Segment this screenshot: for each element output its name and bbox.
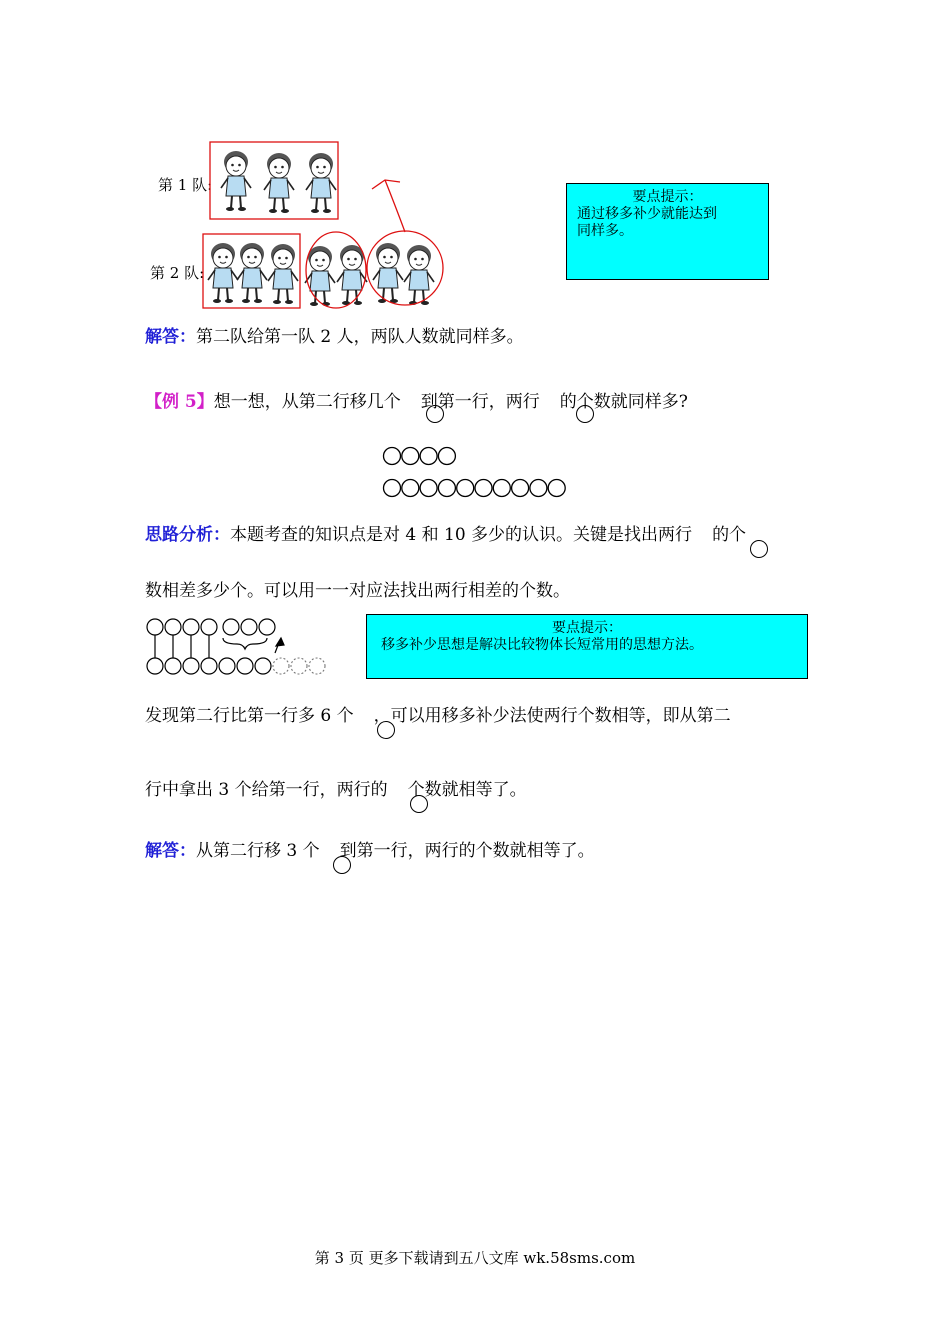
circle-row-1-item [384,448,401,465]
inline-circle-icon [333,856,351,874]
example-5-label: 【例 5】 [145,392,214,412]
circle-row-2-item [457,480,474,497]
circle-row-2-item [548,480,565,497]
tip-title-2: 要点提示： [552,620,622,636]
circle-row-2-item [402,480,419,497]
answer-1-text: 第二队给第一队 2 人，两队人数就同样多。 [196,327,524,347]
circle-row-2-item [530,480,547,497]
tip-box-1 [566,183,769,280]
inline-circle-icon [426,405,444,423]
tip-line-1: 通过移多补少就能达到 [577,206,717,222]
answer-1-label: 解答： [145,327,196,347]
team1-label: 第 1 队: [158,176,213,194]
example-5-question: 【例 5】想一想，从第二行移几个 到第一行，两行 的个数就同样多? [145,392,688,412]
circle-row-2-item [512,480,529,497]
circle-row-2-item [493,480,510,497]
answer-2: 解答：从第二行移 3 个 到第一行，两行的个数就相等了。 [145,841,595,861]
tip-box-2 [366,614,808,679]
answer-1 [145,326,524,348]
circle-row-1-item [420,448,437,465]
team2-label: 第 2 队: [150,264,205,282]
children-illustration [0,0,950,320]
inline-circle-icon [410,795,428,813]
inline-circle-icon [750,540,768,558]
finding-line-2: 行中拿出 3 个给第一行，两行的 个数就相等了。 [145,780,527,800]
analysis-line-1: 思路分析：本题考查的知识点是对 4 和 10 多少的认识。关键是找出两行 的个 [145,525,747,545]
inline-circle-icon [576,405,594,423]
correspondence-figure [145,618,345,678]
circle-row-2-item [420,480,437,497]
page-footer: 第 3 页 更多下载请到五八文库 wk.58sms.com [314,1249,636,1267]
analysis-line-2: 数相差多少个。可以用一一对应法找出两行相差的个数。 [145,581,570,601]
circle-row-1-item [402,448,419,465]
answer-2-label: 解答： [145,841,196,861]
circle-row-2-item [438,480,455,497]
analysis-label: 思路分析： [145,525,230,545]
circle-row-2-item [384,480,401,497]
inline-circle-icon [377,721,395,739]
tip-line-2: 同样多。 [577,223,633,239]
circles-figure [382,446,582,496]
circle-row-1-item [438,448,455,465]
tip-text-2: 移多补少思想是解决比较物体长短常用的思想方法。 [381,637,703,653]
finding-line-1: 发现第二行比第一行多 6 个 ，可以用移多补少法使两行个数相等，即从第二 [145,706,731,726]
tip-title-1: 要点提示： [632,189,703,205]
circle-row-2-item [475,480,492,497]
